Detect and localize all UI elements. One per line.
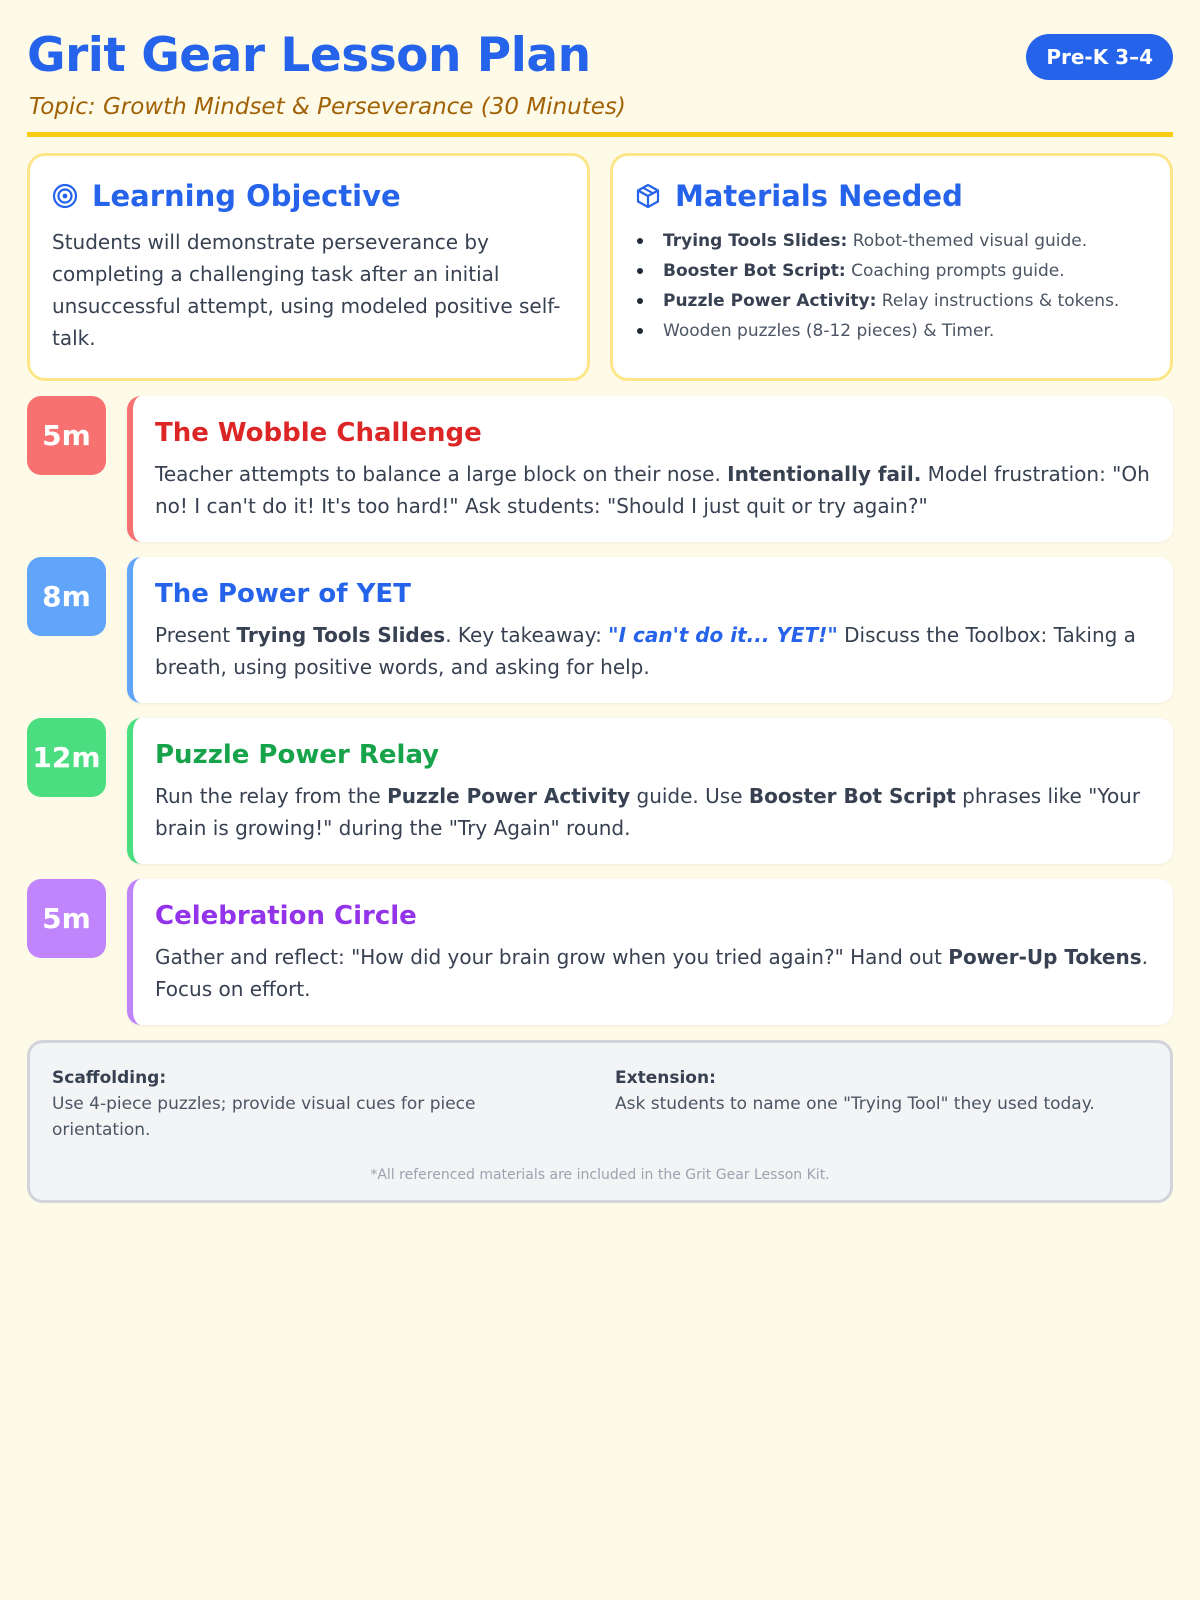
- agenda-row: [27, 879, 1173, 1025]
- time-badge: 12m: [27, 718, 106, 797]
- step-body: [155, 780, 1151, 844]
- list-item: [635, 226, 1148, 256]
- body-text: Model frustration: "Oh no! I can't do it! It's too hard!" Ask students: "Should I just quit or try again?": [155, 462, 1150, 518]
- time-badge: 5m: [27, 396, 106, 475]
- material-text: Relay instructions & tokens.: [876, 291, 1120, 311]
- emphasis-text: Intentionally fail.: [727, 462, 922, 486]
- objective-card: [27, 153, 590, 381]
- step-card: [127, 879, 1173, 1025]
- footnote: *All referenced materials are included in the Grit Gear Lesson Kit.: [370, 1167, 830, 1183]
- emphasis-text: Puzzle Power Activity: [387, 784, 631, 808]
- scaffolding-note: [52, 1065, 552, 1143]
- step-body: [155, 458, 1151, 522]
- list-item: [635, 286, 1148, 316]
- step-title: The Power of YET: [155, 579, 411, 609]
- body-text: Run the relay from the: [155, 784, 388, 808]
- materials-card: [610, 153, 1173, 381]
- material-text: Coaching prompts guide.: [845, 261, 1065, 281]
- page-title: Grit Gear Lesson Plan: [27, 28, 591, 83]
- body-text: . Key takeaway:: [445, 623, 609, 647]
- step-body: [155, 941, 1151, 1005]
- material-label: Booster Bot Script:: [663, 261, 846, 281]
- list-item: [635, 316, 1148, 346]
- step-title: Puzzle Power Relay: [155, 740, 440, 770]
- key-takeaway: "I can't do it... YET!": [608, 623, 838, 647]
- scaffolding-text: Use 4-piece puzzles; provide visual cues for piece orientation.: [52, 1094, 476, 1140]
- step-card: [127, 718, 1173, 864]
- body-text: Present: [155, 623, 237, 647]
- body-text: guide. Use: [630, 784, 749, 808]
- material-text: Robot-themed visual guide.: [847, 231, 1088, 251]
- emphasis-text: Power-Up Tokens: [948, 945, 1142, 969]
- step-card: [127, 557, 1173, 703]
- emphasis-text: Booster Bot Script: [748, 784, 956, 808]
- time-badge: 8m: [27, 557, 106, 636]
- body-text: Teacher attempts to balance a large block on their nose.: [155, 462, 728, 486]
- objective-title: Learning Objective: [92, 179, 401, 213]
- grade-badge: Pre-K 3–4: [1026, 34, 1173, 80]
- materials-list: [635, 226, 1148, 346]
- materials-title: Materials Needed: [675, 179, 963, 213]
- step-title: The Wobble Challenge: [155, 418, 482, 448]
- step-title: Celebration Circle: [155, 901, 417, 931]
- step-card: [127, 396, 1173, 542]
- emphasis-text: Trying Tools Slides: [236, 623, 446, 647]
- agenda: [27, 396, 1173, 1040]
- material-label: Puzzle Power Activity:: [663, 291, 877, 311]
- scaffolding-label: Scaffolding:: [52, 1068, 167, 1088]
- time-badge: 5m: [27, 879, 106, 958]
- step-body: [155, 619, 1151, 683]
- body-text: Discuss the Toolbox: Taking a breath, using positive words, and asking for help.: [155, 623, 1136, 679]
- agenda-row: [27, 718, 1173, 864]
- objective-text: Students will demonstrate perseverance by completing a challenging task after an initial unsuccessful attempt, using modeled positive self-talk.: [52, 230, 561, 350]
- material-text: Wooden puzzles (8-12 pieces) & Timer.: [663, 321, 995, 341]
- body-text: . Focus on effort.: [155, 945, 1148, 1001]
- topic-subtitle: Topic: Growth Mindset & Perseverance (30 Minutes): [29, 94, 626, 120]
- body-text: Gather and reflect: "How did your brain grow when you tried again?" Hand out: [155, 945, 949, 969]
- agenda-row: [27, 396, 1173, 542]
- target-icon: [52, 183, 78, 209]
- notes-panel: [27, 1040, 1173, 1203]
- list-item: [635, 256, 1148, 286]
- header: [27, 0, 1173, 137]
- box-icon: [635, 183, 661, 209]
- extension-label: Extension:: [615, 1068, 716, 1088]
- overview-cards: [27, 153, 1173, 381]
- extension-note: [615, 1065, 1115, 1117]
- agenda-row: [27, 557, 1173, 703]
- material-label: Trying Tools Slides:: [663, 231, 848, 251]
- body-text: phrases like "Your brain is growing!" during the "Try Again" round.: [155, 784, 1141, 840]
- extension-text: Ask students to name one "Trying Tool" they used today.: [615, 1094, 1095, 1114]
